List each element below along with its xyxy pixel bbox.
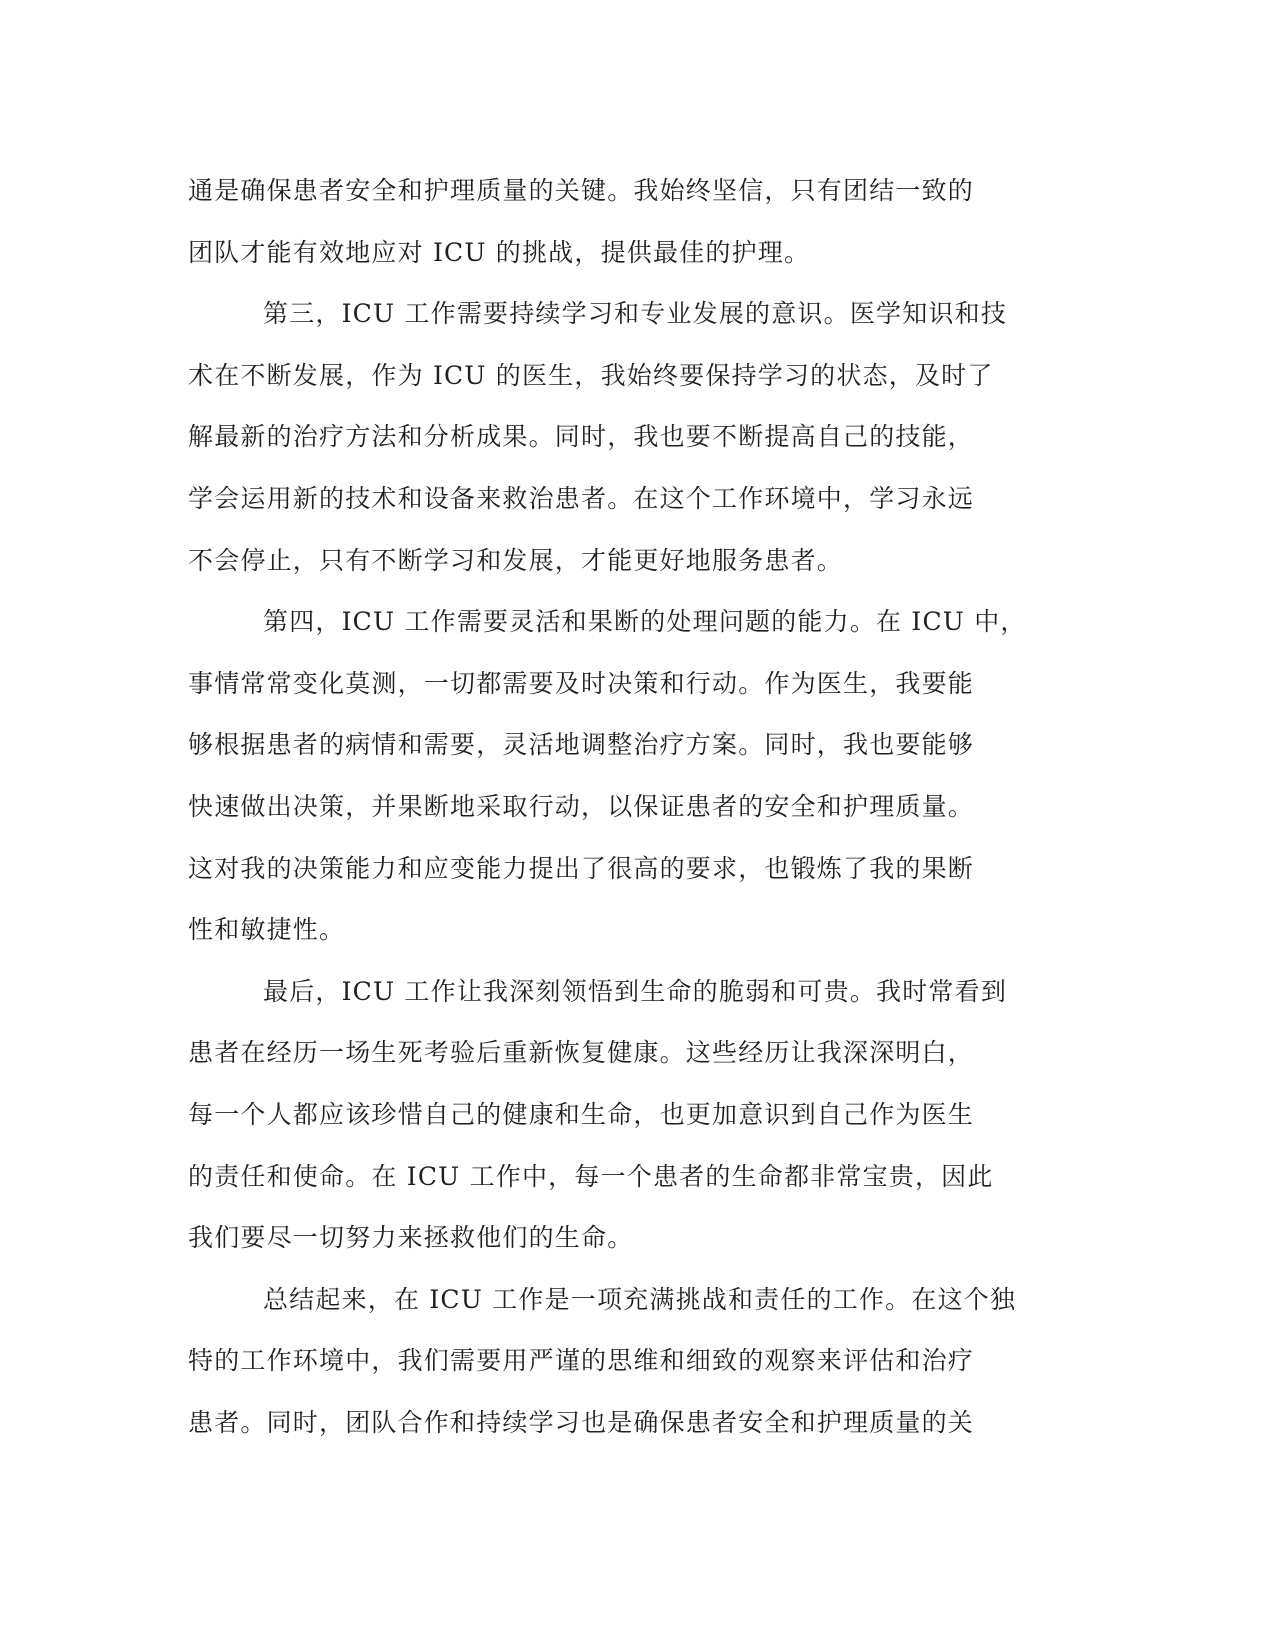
paragraph-start-line: 最后，ICU 工作让我深刻领悟到生命的脆弱和可贵。我时常看到 <box>263 976 1008 1006</box>
text-line: 每一个人都应该珍惜自己的健康和生命，也更加意识到自己作为医生 <box>188 1099 975 1129</box>
text-line: 患者。同时，团队合作和持续学习也是确保患者安全和护理质量的关 <box>188 1407 975 1437</box>
text-line: 事情常常变化莫测，一切都需要及时决策和行动。作为医生，我要能 <box>188 668 975 698</box>
text-line: 患者在经历一场生死考验后重新恢复健康。这些经历让我深深明白， <box>188 1038 975 1068</box>
text-line: 通是确保患者安全和护理质量的关键。我始终坚信，只有团结一致的 <box>188 176 975 205</box>
text-line: 团队才能有效地应对 ICU 的挑战，提供最佳的护理。 <box>188 237 811 267</box>
paragraph-start-line: 第四，ICU 工作需要灵活和果断的处理问题的能力。在 ICU 中， <box>263 607 1027 637</box>
text-line: 解最新的治疗方法和分析成果。同时，我也要不断提高自己的技能， <box>188 422 975 452</box>
text-line: 的责任和使命。在 ICU 工作中，每一个患者的生命都非常宝贵，因此 <box>188 1161 994 1191</box>
paragraph-start-line: 第三，ICU 工作需要持续学习和专业发展的意识。医学知识和技 <box>263 299 1008 329</box>
text-line: 我们要尽一切努力来拯救他们的生命。 <box>188 1223 634 1253</box>
text-line: 性和敏捷性。 <box>188 915 346 945</box>
text-line: 学会运用新的技术和设备来救治患者。在这个工作环境中，学习永远 <box>188 483 975 513</box>
text-line: 快速做出决策，并果断地采取行动，以保证患者的安全和护理质量。 <box>188 791 975 821</box>
text-line: 不会停止，只有不断学习和发展，才能更好地服务患者。 <box>188 545 844 575</box>
text-line: 这对我的决策能力和应变能力提出了很高的要求，也锻炼了我的果断 <box>188 853 975 883</box>
paragraph-start-line: 总结起来，在 ICU 工作是一项充满挑战和责任的工作。在这个独 <box>263 1284 1017 1314</box>
text-line: 特的工作环境中，我们需要用严谨的思维和细致的观察来评估和治疗 <box>188 1346 975 1376</box>
text-line: 够根据患者的病情和需要，灵活地调整治疗方案。同时，我也要能够 <box>188 730 975 760</box>
text-line: 术在不断发展，作为 ICU 的医生，我始终要保持学习的状态，及时了 <box>188 360 994 390</box>
body-text <box>188 160 1068 1453</box>
